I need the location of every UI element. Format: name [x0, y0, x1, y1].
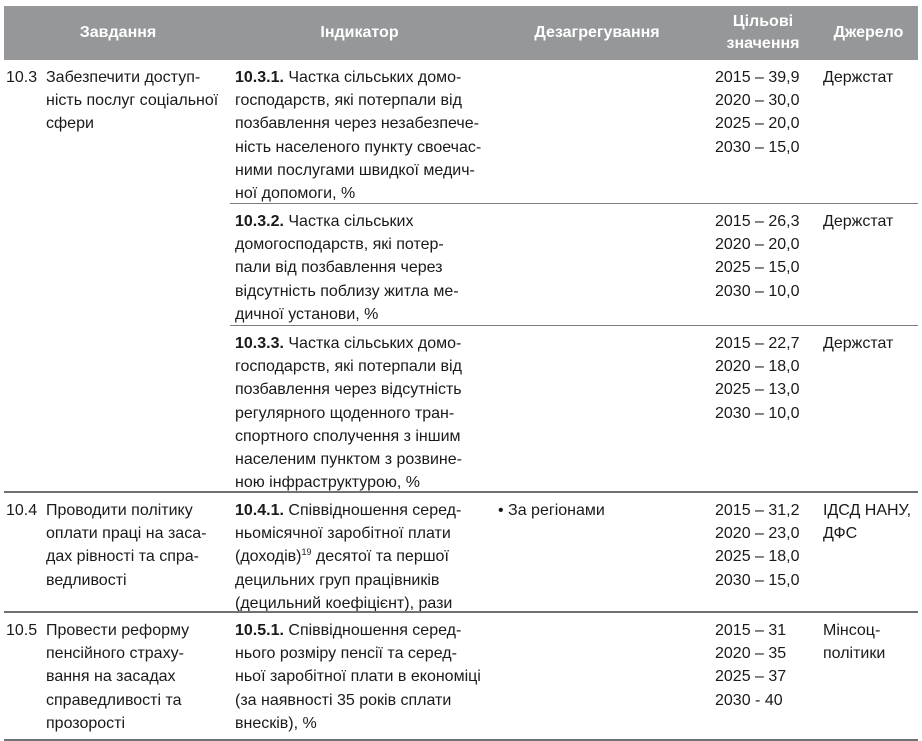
source-text: Мінсоц- політики [823, 622, 886, 663]
task-text: Провести реформу пенсійного страху- вання на засадах справедливості та прозорості [46, 622, 190, 732]
target-values: 2015 – 39,9 2020 – 30,0 2025 – 20,0 2030 – 15,0 [715, 69, 800, 156]
task-number: 10.3 [6, 69, 38, 86]
indicator-text [235, 210, 459, 326]
indicators-table [4, 6, 918, 741]
indicator-rest: домогосподарств, які потер- пали від позбавлення через відсутність поблизу житла ме- дичної установи, % [235, 236, 459, 323]
table-row [4, 204, 918, 325]
disaggregation-text: • За регіонами [498, 502, 605, 519]
indicator-first-line: Співвідношення серед- [283, 502, 462, 519]
indicator-text [235, 499, 461, 615]
indicator-text [235, 332, 462, 494]
source-text: ІДСД НАНУ, ДФС [823, 502, 912, 543]
indicator-rest: господарств, які потерпали від позбавлення через незабезпече- ність населеного пункту своечас- ними послугами швидкої медич- ної допомоги, % [235, 92, 482, 203]
indicator-rest: нього розміру пенсії та серед- ньої заробітної плати в економіці (за наявності 35 років сплати внесків), % [235, 645, 481, 732]
indicator-first-line: Частка сільських [283, 213, 414, 230]
source-text: Держстат [823, 69, 894, 86]
target-values: 2015 – 31 2020 – 35 2025 – 37 2030 - 40 [715, 622, 787, 709]
header-task: Завдання [79, 24, 157, 41]
target-values: 2015 – 22,7 2020 – 18,0 2025 – 13,0 2030 – 10,0 [715, 335, 800, 422]
indicator-first-line: Співвідношення серед- [283, 622, 462, 639]
table-header [4, 6, 918, 60]
indicator-code: 10.3.2. [235, 213, 284, 230]
indicator-code: 10.5.1. [235, 622, 284, 639]
header-targets: Цільові значення [726, 13, 800, 52]
source-text: Держстат [823, 335, 894, 352]
header-disaggregation: Дезагрегування [534, 24, 660, 41]
indicator-rest: господарств, які потерпали від позбавлення через відсутність регулярного щоденного тран- спортного сполучення з іншим населеним пунктом з розвине- ною інфраструктурою, % [235, 358, 462, 492]
task-number: 10.4 [6, 502, 38, 519]
indicator-mid: ньомісячної заробітної плати (доходів) [235, 525, 451, 566]
task-number: 10.5 [6, 622, 38, 639]
indicator-text [235, 66, 481, 205]
indicator-after: десятої та першої [311, 548, 449, 566]
indicator-first-line: Частка сільських домо- [283, 69, 462, 86]
target-values: 2015 – 31,2 2020 – 23,0 2025 – 18,0 2030 – 15,0 [715, 502, 800, 589]
header-indicator: Індикатор [320, 24, 399, 41]
task-text: Забезпечити доступ- ність послуг соціальної сфери [46, 69, 219, 133]
indicator-code: 10.3.3. [235, 335, 284, 352]
indicator-rest: децильних груп працівників (децильний коефіцієнт), рази [235, 571, 453, 612]
indicator-code: 10.3.1. [235, 69, 284, 86]
header-source: Джерело [833, 24, 904, 41]
indicator-text [235, 619, 481, 735]
source-text: Держстат [823, 213, 894, 230]
table-row [4, 613, 918, 739]
indicator-first-line: Частка сільських домо- [283, 335, 462, 352]
table-row [4, 60, 918, 203]
target-values: 2015 – 26,3 2020 – 20,0 2025 – 15,0 2030 – 10,0 [715, 213, 800, 300]
table-row [4, 326, 918, 491]
footnote-marker: 19 [301, 547, 312, 558]
indicator-code: 10.4.1. [235, 502, 284, 519]
task-text: Проводити політику оплати праці на заса- дах рівності та спра- ведливості [46, 502, 207, 589]
table-row [4, 493, 918, 611]
